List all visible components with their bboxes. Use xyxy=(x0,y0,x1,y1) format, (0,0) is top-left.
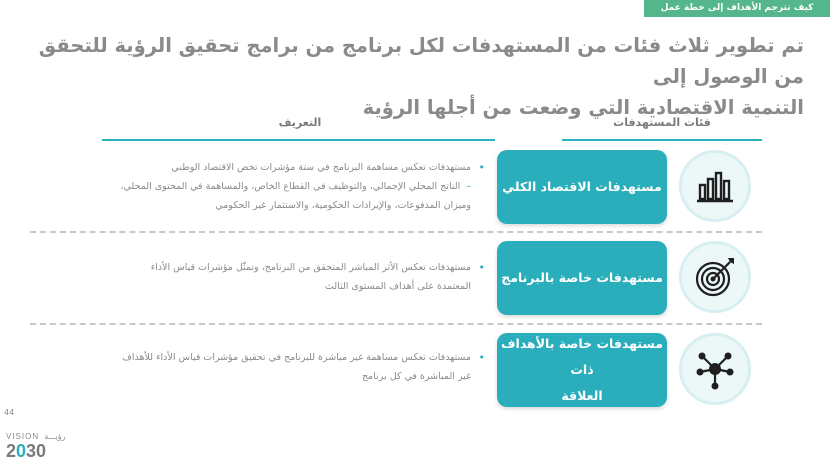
page-title xyxy=(14,30,804,123)
category-related-goals-line2: العلاقة xyxy=(561,388,603,403)
categories-header-rule xyxy=(562,139,762,141)
categories-column-header: فئات المستهدفات xyxy=(613,116,711,129)
definition-program-specific xyxy=(90,258,485,296)
row-divider xyxy=(30,231,762,233)
definition-program-line1: • مستهدفات تعكس الأثر المباشر المتحقق من البرنامج، وتمثّل مؤشرات قياس الأداء xyxy=(90,258,485,277)
category-program-specific[interactable]: مستهدفات خاصة بالبرنامج xyxy=(497,241,667,315)
definition-column-header: التعريف xyxy=(278,116,322,129)
category-related-goals-line1: مستهدفات خاصة بالأهداف ذات xyxy=(501,336,663,377)
definition-macro-bullet: • مستهدفات تعكس مساهمة البرنامج في ستة مؤشرات تخص الاقتصاد الوطني xyxy=(90,158,485,177)
definition-related-goals xyxy=(90,348,485,386)
definition-program-line2: المعتمدة على أهداف المستوى الثالث xyxy=(324,281,471,292)
network-icon xyxy=(679,333,751,405)
page-number: 44 xyxy=(4,408,15,417)
definition-header-rule xyxy=(102,139,495,141)
vision-2030-logo xyxy=(6,424,66,462)
logo-year: 2030 xyxy=(6,441,47,461)
section-tag: كيف نترجم الأهداف إلى خطة عمل استراتيجية xyxy=(644,0,830,17)
bar-chart-icon xyxy=(679,150,751,222)
title-line-2: التنمية الاقتصادية التي وضعت من أجلها الرؤية xyxy=(362,96,804,119)
target-icon xyxy=(679,241,751,313)
definition-related-line2: غير المباشرة في كل برنامج xyxy=(362,371,471,382)
definition-macro-sub1: الناتج المحلي الإجمالي، والتوظيف في القطاع الخاص، والمساهمة في المحتوى المحلي، xyxy=(120,181,461,192)
row-divider xyxy=(30,323,762,325)
category-macro-economy[interactable]: مستهدفات الاقتصاد الكلي xyxy=(497,150,667,224)
dash-marker: – xyxy=(466,181,471,192)
definition-macro-subitem xyxy=(90,177,485,196)
definition-macro-sub2: وميزان المدفوعات، والإيرادات الحكومية، والاستثمار غير الحكومي xyxy=(215,200,471,211)
category-related-goals[interactable] xyxy=(497,333,667,407)
logo-arabic-text: رؤيـــة xyxy=(44,432,66,441)
definition-macro-economy xyxy=(90,158,485,215)
title-line-1: تم تطوير ثلاث فئات من المستهدفات لكل برنامج من برامج تحقيق الرؤية للتحقق من الوصول إلى xyxy=(38,34,804,88)
logo-vision-text: VISION xyxy=(6,432,40,441)
definition-related-line1: • مستهدفات تعكس مساهمة غير مباشرة للبرنامج في تحقيق مؤشرات قياس الأداء للأهداف xyxy=(90,348,485,367)
